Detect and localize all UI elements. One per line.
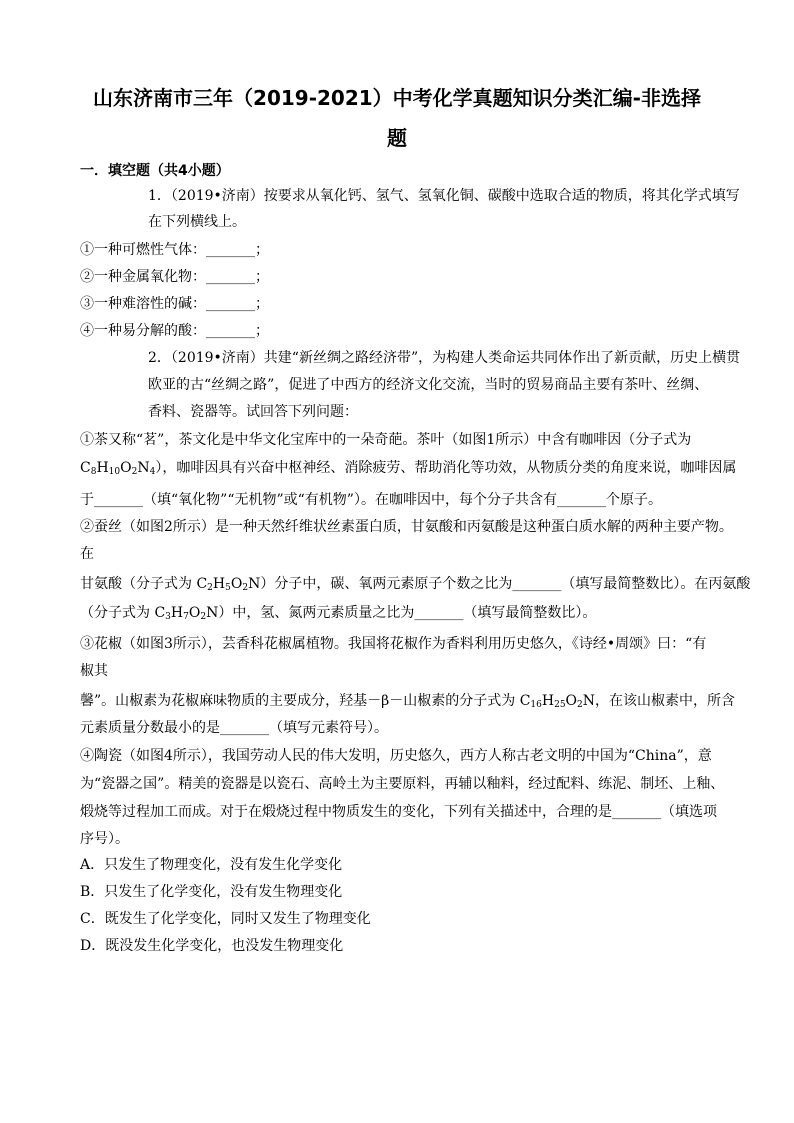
q2-para1-line-3: 于_______（填“氧化物”“无机物”或“有机物”）。在咖啡因中，每个分子共含有_______个原子。	[80, 492, 662, 508]
q2-para4-line-4: 序号）。	[80, 831, 129, 847]
option-a: A．只发生了物理变化，没有发生化学变化	[80, 857, 343, 873]
q2-line-1: 2．（2019•济南）共建“新丝绸之路经济带”，为构建人类命运共同体作出了新贡献，历史上横贯	[148, 350, 741, 366]
q1-line-2: 在下列横线上。	[148, 214, 246, 230]
q2-para2-line-3: 甘氨酸（分子式为 $C_2H_5O_2N$）分子中，碳、氧两元素原子个数之比为_______（填写最简整数比）。在丙氨酸	[80, 576, 751, 593]
q2-line-3: 香料、瓷器等。试回答下列问题：	[148, 404, 358, 420]
q1-item-3: ③一种难溶性的碱：_______；	[80, 296, 269, 312]
q2-para4-line-1: ④陶瓷（如图4所示），我国劳动人民的伟大发明，历史悠久，西方人称古老文明的中国为“China”，意	[80, 748, 712, 764]
q2-para2-line-2: 在	[80, 546, 94, 562]
q2-para2-line-1: ②蚕丝（如图2所示）是一种天然纤维状丝素蛋白质，甘氨酸和丙氨酸是这种蛋白质水解的两种主要产物。	[80, 519, 733, 535]
option-b: B．只发生了化学变化，没有发生物理变化	[80, 884, 343, 900]
section-heading: 一．填空题（共4小题）	[80, 163, 230, 179]
option-c: C．既发生了化学变化，同时又发生了物理变化	[80, 911, 371, 927]
q2-para1-line-2: $C_8H_{10}O_2N_4$），咖啡因具有兴奋中枢神经、消除疲劳、帮助消化等功效，从物质分类的角度来说，咖啡因属	[80, 460, 737, 477]
title-line-1: 山东济南市三年（2019-2021）中考化学真题知识分类汇编-非选择	[93, 86, 701, 110]
q2-para2-line-4: （分子式为 $C_3H_7O_2N$）中，氢、氮两元素质量之比为_______（填写最简整数比）。	[80, 605, 597, 622]
q1-item-4: ④一种易分解的酸：_______；	[80, 323, 269, 339]
q2-para3-line-4: 元素质量分数最小的是_______（填写元素符号）。	[80, 720, 388, 736]
page-title	[60, 78, 734, 158]
q1-line-1: 1．（2019•济南）按要求从氧化钙、氢气、氢氧化铜、碳酸中选取合适的物质，将其化学式填写	[148, 188, 740, 204]
q2-para4-line-3: 煅烧等过程加工而成。对于在煅烧过程中物质发生的变化，下列有关描述中，合理的是_______（填选项	[80, 804, 717, 820]
q2-para3-line-3: 馨”。山椒素为花椒麻味物质的主要成分，羟基－β－山椒素的分子式为 $C_{16}H_{25}O_2N$，在该山椒素中，所含	[80, 693, 736, 710]
option-d: D．既没发生化学变化，也没发生物理变化	[80, 938, 344, 954]
q1-item-2: ②一种金属氧化物：_______；	[80, 269, 269, 285]
q1-item-1: ①一种可燃性气体：_______；	[80, 242, 269, 258]
q2-para3-line-2: 椒其	[80, 663, 108, 679]
q2-para1-line-1: ①茶又称“茗”，茶文化是中华文化宝库中的一朵奇葩。茶叶（如图1所示）中含有咖啡因（分子式为	[80, 432, 692, 448]
q2-para3-line-1: ③花椒（如图3所示），芸香科花椒属植物。我国将花椒作为香料利用历史悠久，《诗经•周颂》曰：“有	[80, 636, 707, 652]
title-line-2: 题	[387, 126, 407, 150]
q2-line-2: 欧亚的古“丝绸之路”，促进了中西方的经济文化交流，当时的贸易商品主要有茶叶、丝绸、	[148, 377, 709, 393]
q2-para4-line-2: 为“瓷器之国”。精美的瓷器是以瓷石、高岭土为主要原料，再辅以釉料，经过配料、练泥、制坯、上釉、	[80, 776, 725, 792]
